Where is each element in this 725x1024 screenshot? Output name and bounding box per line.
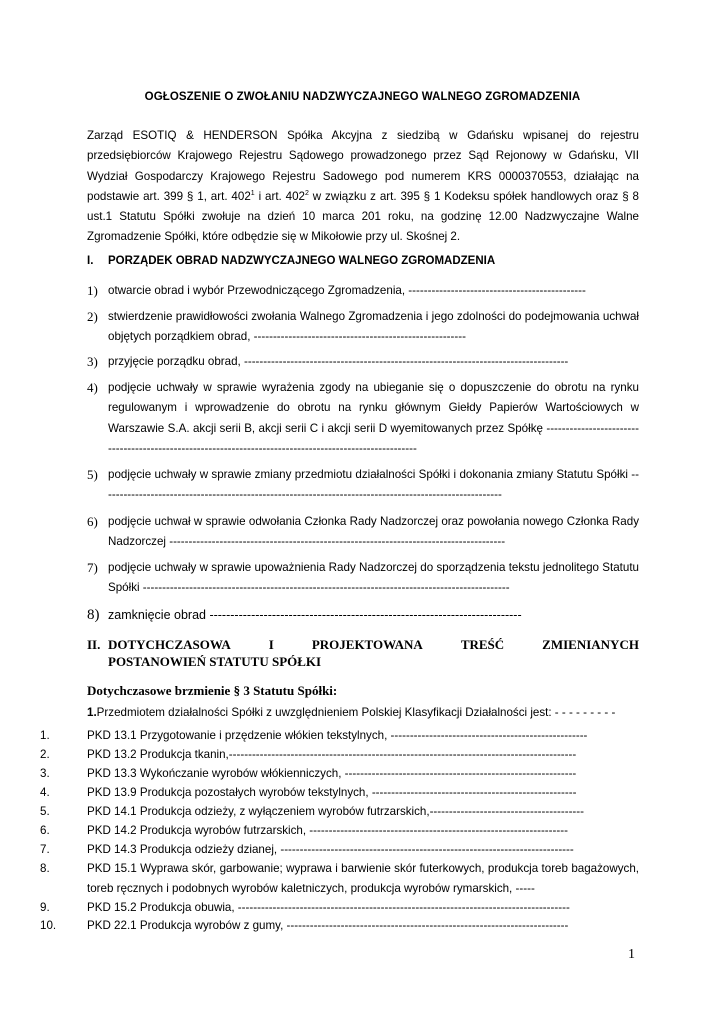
section-1-heading: [87, 255, 495, 267]
agenda-item-number: 1): [87, 283, 98, 298]
lead-paragraph: [87, 706, 639, 719]
agenda-item: [87, 307, 639, 348]
agenda-item-text: podjęcie uchwały w sprawie upoważnienia Rady Nadzorczej do sporządzenia tekstu jednolitego Statutu Spółki -----------------------------------------------------------------------------------------------: [108, 561, 639, 595]
list-item-number: 8.: [40, 862, 50, 875]
list-item-text: PKD 15.2 Produkcja obuwia, --------------------------------------------------------------------------------------: [87, 901, 570, 914]
agenda-item-text: otwarcie obrad i wybór Przewodniczącego Zgromadzenia, ----------------------------------------------: [108, 284, 586, 297]
list-item-text: PKD 13.3 Wykończanie wyrobów włókienniczych, ------------------------------------------------------------: [87, 767, 577, 780]
section-2-word: DOTYCHCZASOWA: [108, 637, 231, 652]
section-2-word: PROJEKTOWANA: [311, 637, 423, 652]
agenda-item-text: podjęcie uchwał w sprawie odwołania Członka Rady Nadzorczej oraz powołania nowego Członka Rady Nadzorczej ---------------------------------------------------------------------------------------: [108, 515, 639, 549]
footnote-1: 1: [250, 190, 255, 198]
list-item-text: PKD 14.2 Produkcja wyrobów futrzarskich, -------------------------------------------------------------------: [87, 824, 568, 837]
section-2-word: ZMIENIANYCH: [542, 637, 639, 652]
list-item: [40, 726, 639, 746]
list-item-number: 7.: [40, 843, 50, 856]
section-2-line-2: POSTANOWIEŃ STATUTU SPÓŁKI: [108, 654, 322, 669]
list-item-text: PKD 14.3 Produkcja odzieży dzianej, ----------------------------------------------------------------------------: [87, 843, 574, 856]
list-item-number: 3.: [40, 767, 50, 780]
list-item: [40, 783, 639, 803]
agenda-item-number: 3): [87, 354, 98, 369]
page-number: 1: [628, 947, 635, 962]
list-item-number: 9.: [40, 901, 50, 914]
agenda-item-number: 6): [87, 514, 98, 529]
subheading: Dotychczasowe brzmienie § 3 Statutu Spółki:: [87, 683, 338, 698]
list-item-text: PKD 13.2 Produkcja tkanin,------------------------------------------------------------------------------------------: [87, 748, 577, 761]
list-item-text: PKD 13.1 Przygotowanie i przędzenie włókien tekstylnych, ---------------------------------------------------: [87, 729, 588, 742]
agenda-item-number: 7): [87, 560, 98, 575]
list-item: [40, 916, 639, 936]
agenda-item: [87, 465, 639, 506]
agenda-item-text: stwierdzenie prawidłowości zwołania Walnego Zgromadzenia i jego zdolności do podejmowania uchwał objętych porządkiem obrad, -------------------------------------------------------: [108, 310, 639, 344]
agenda-item: [87, 605, 639, 625]
agenda-item: [87, 281, 639, 301]
list-item-number: 4.: [40, 786, 50, 799]
agenda-item-text: zamknięcie obrad ---------------------------------------------------------------------------: [108, 608, 522, 622]
list-item-text: PKD 14.1 Produkcja odzieży, z wyłączeniem wyrobów futrzarskich,----------------------------------------: [87, 805, 585, 818]
agenda-item-number: 5): [87, 467, 98, 482]
intro-paragraph: [87, 126, 639, 248]
agenda-item-text: podjęcie uchwały w sprawie zmiany przedmiotu działalności Spółki i dokonania zmiany Statutu Spółki --------------------------------------------------------------------------------------------------------: [108, 468, 639, 502]
list-item-text: PKD 22.1 Produkcja wyrobów z gumy, -------------------------------------------------------------------------: [87, 919, 569, 932]
agenda-item-text: przyjęcie porządku obrad, ------------------------------------------------------------------------------------: [108, 355, 569, 368]
agenda-item: [87, 558, 639, 599]
section-2-number: II.: [87, 637, 101, 652]
intro-text-2: i art. 402: [254, 189, 305, 203]
section-2-word: TREŚĆ: [460, 637, 505, 652]
agenda-item-text: podjęcie uchwały w sprawie wyrażenia zgody na ubieganie się o dopuszczenie do obrotu na rynku regulowanym i wprowadzenie do obrotu na rynku głównym Giełdy Papierów Wartościowych w Warszawie S.A. akcji serii B, akcji serii C i akcji serii D wyemitowanych przez Spółkę --------------------------------------------------------------------------------------------------------: [108, 381, 639, 455]
list-item: [40, 840, 639, 860]
list-item: [40, 745, 639, 765]
list-item: [40, 764, 639, 784]
agenda-item: [87, 512, 639, 553]
section-2-heading: [87, 636, 639, 670]
document-title: OGŁOSZENIE O ZWOŁANIU NADZWYCZAJNEGO WALNEGO ZGROMADZENIA: [144, 91, 581, 103]
agenda-item: [87, 378, 639, 459]
list-item-number: 5.: [40, 805, 50, 818]
list-item-number: 10.: [40, 919, 57, 932]
lead-text: Przedmiotem działalności Spółki z uwzględnieniem Polskiej Klasyfikacji Działalności jest: - - - - - - - - -: [96, 706, 616, 719]
footnote-2: 2: [305, 190, 309, 198]
intro-text-1: Zarząd ESOTIQ & HENDERSON Spółka Akcyjna z siedzibą w Gdańsku wpisanej do rejestru przedsiębiorców Krajowego Rejestru Sądowego prowadzonego przez Sąd Rejonowy w Gdańsku, VII Wydział Gospodarczy Krajowego Rejestru Sadowego pod numerem KRS 0000370553, działając na podstawie art. 399 § 1, art. 402: [87, 129, 639, 203]
agenda-item-number: 4): [87, 380, 98, 395]
section-1-title: PORZĄDEK OBRAD NADZWYCZAJNEGO WALNEGO ZGROMADZENIA: [108, 255, 496, 267]
list-item-text: PKD 13.9 Produkcja pozostałych wyrobów tekstylnych, -----------------------------------------------------: [87, 786, 577, 799]
list-item-number: 2.: [40, 748, 50, 761]
list-item-text: PKD 15.1 Wyprawa skór, garbowanie; wyprawa i barwienie skór futerkowych, produkcja toreb bagażowych, toreb ręcznych i podobnych wyrobów kaletniczych, produkcja wyrobów rymarskich, -----: [87, 862, 639, 896]
section-2-word: I: [268, 637, 274, 652]
list-item: [40, 821, 639, 841]
list-item-number: 1.: [40, 729, 50, 742]
lead-number: 1.: [87, 706, 97, 719]
agenda-item-number: 2): [87, 309, 98, 324]
section-1-number: I.: [87, 255, 94, 267]
intro-text-3: w związku z art. 395 § 1 Kodeksu spółek handlowych oraz § 8 ust.1 Statutu Spółki zwołuje na dzień 10 marca 201 roku, na godzinę 12.00 Nadzwyczajne Walne Zgromadzenie Spółki, które odbędzie się w Mikołowie przy ul. Skośnej 2.: [87, 189, 639, 244]
list-item: [40, 859, 639, 900]
agenda-item-number: 8): [87, 607, 100, 623]
agenda-item: [87, 352, 639, 372]
list-item: [40, 802, 639, 822]
list-item-number: 6.: [40, 824, 50, 837]
